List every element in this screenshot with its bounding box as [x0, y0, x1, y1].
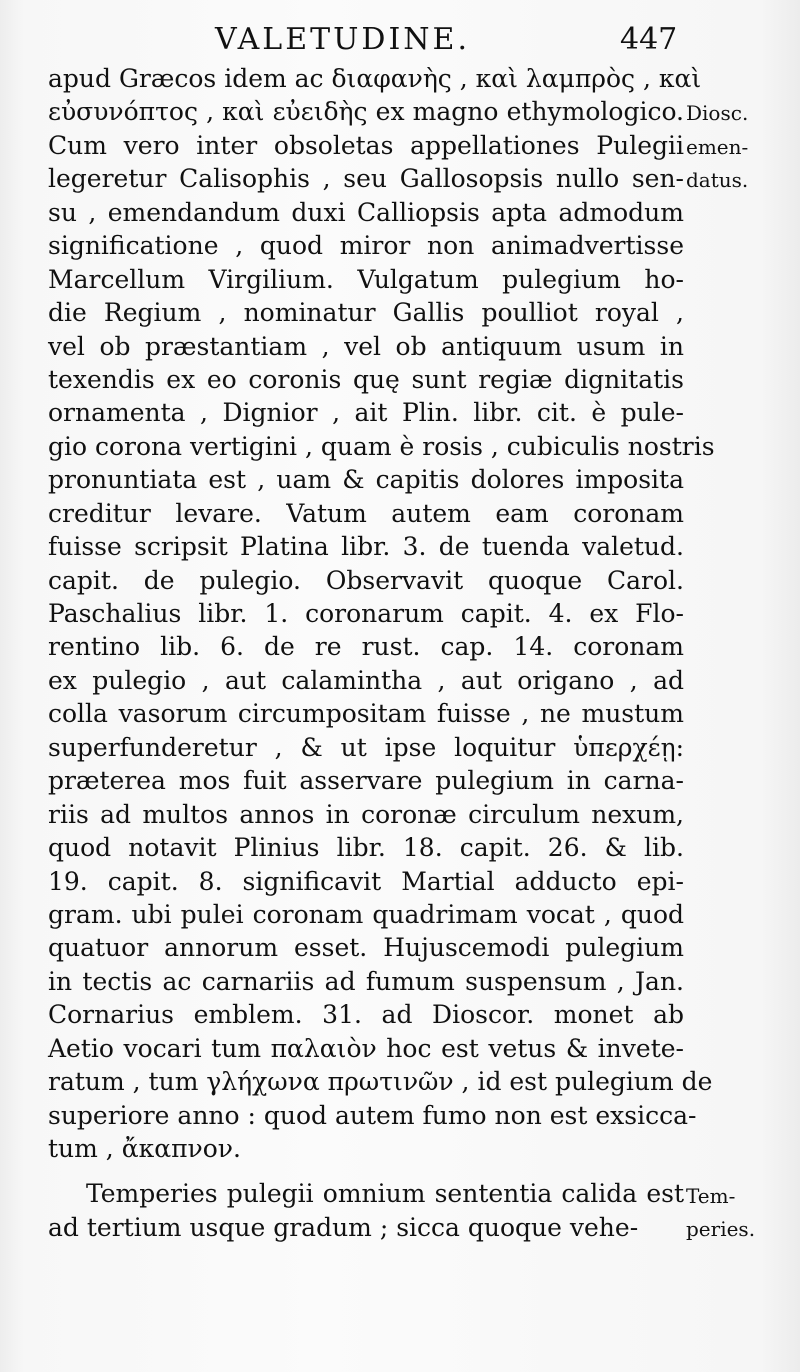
text-line: Marcellum Virgilium. Vulgatum pulegium ho-	[48, 264, 684, 294]
running-head: VALETUDINE.	[215, 22, 470, 57]
text-line: Cornarius emblem. 31. ad Dioscor. monet ab	[48, 1000, 684, 1030]
text-line: significatione , quod miror non animadvertisse	[48, 231, 684, 261]
margin-note: emen-	[686, 134, 749, 159]
text-line: in tectis ac carnariis ad fumum suspensum , Jan.	[48, 966, 684, 996]
text-line: superiore anno : quod autem fumo non est exsicca-	[48, 1100, 697, 1130]
text-line: rentino lib. 6. de re rust. cap. 14. coronam	[48, 632, 684, 662]
paragraph	[48, 1177, 684, 1244]
text-line: fuisse scripsit Platina libr. 3. de tuenda valetud.	[48, 532, 684, 562]
text-line: superfunderetur , & ut ipse loquitur ὑπερχέῃ:	[48, 732, 684, 762]
text-line: ornamenta , Dignior , ait Plin. libr. cit. è pule-	[48, 398, 684, 428]
text-line: colla vasorum circumpositam fuisse , ne mustum	[48, 699, 684, 729]
text-line: quatuor annorum esset. Hujuscemodi pulegium	[48, 933, 684, 963]
text-line: Temperies pulegii omnium sententia calida est	[86, 1179, 684, 1209]
text-line: creditur levare. Vatum autem eam coronam	[48, 498, 684, 528]
text-line: apud Græcos idem ac διαφανὴς , καὶ λαμπρὸς , καὶ	[48, 64, 702, 93]
margin-note: Tem-	[686, 1183, 736, 1208]
text-line: die Regium , nominatur Gallis poulliot royal ,	[48, 298, 684, 328]
text-line: gram. ubi pulei coronam quadrimam vocat , quod	[48, 899, 684, 929]
text-line: capit. de pulegio. Observavit quoque Carol.	[48, 565, 684, 595]
page-number: 447	[620, 22, 678, 57]
margin-note: peries.	[686, 1217, 756, 1242]
text-line: legeretur Calisophis , seu Gallosopsis nullo sen-	[48, 164, 684, 194]
text-line: texendis ex eo coronis quę sunt regiæ dignitatis	[48, 364, 684, 394]
text-line: Cum vero inter obsoletas appellationes Pulegii	[48, 130, 684, 160]
page-header	[0, 18, 800, 66]
text-line: 19. capit. 8. significavit Martial adducto epi-	[48, 866, 684, 896]
text-line: ex pulegio , aut calamintha , aut origano , ad	[48, 665, 684, 695]
margin-note: datus.	[686, 168, 749, 193]
body-text	[48, 62, 715, 1244]
text-line: pronuntiata est , uam & capitis dolores imposita	[48, 465, 684, 495]
text-line: riis ad multos annos in coronæ circulum nexum,	[48, 799, 684, 829]
text-line: præterea mos fuit asservare pulegium in carna-	[48, 766, 684, 796]
text-line: gio corona vertigini , quam è rosis , cubiculis nostris	[48, 431, 715, 461]
text-line: su , emendandum duxi Calliopsis apta admodum	[48, 197, 684, 227]
paragraph-gap	[48, 1165, 684, 1177]
text-line: ratum , tum γλήχωνα πρωτινῶν , id est pulegium de	[48, 1067, 713, 1097]
text-line: vel ob præstantiam , vel ob antiquum usum in	[48, 331, 684, 361]
text-line: ad tertium usque gradum ; sicca quoque vehe-	[48, 1212, 639, 1242]
text-line: εὐσυνόπτος , καὶ εὐειδὴς ex magno ethymologico.	[48, 97, 684, 127]
text-line: quod notavit Plinius libr. 18. capit. 26. & lib.	[48, 833, 684, 863]
text-line: tum , ἄκαπνον.	[48, 1134, 241, 1163]
paragraph	[48, 62, 715, 1165]
text-line: Paschalius libr. 1. coronarum capit. 4. ex Flo-	[48, 599, 684, 628]
text-line: Aetio vocari tum παλαιὸν hoc est vetus & invete-	[48, 1033, 684, 1063]
margin-note: Diosc.	[686, 101, 749, 126]
